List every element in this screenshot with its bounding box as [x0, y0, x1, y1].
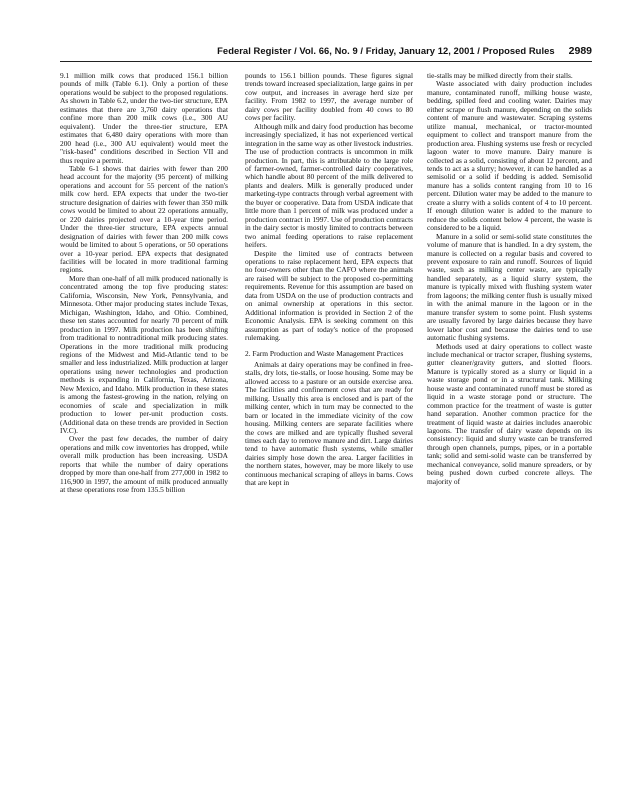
paragraph: Methods used at dairy operations to collect waste include mechanical or tractor scraper, flushing systems, gutter cleaner/gravity gutters, and slotted floors. Manure is typically stored as a slurry or liquid in a waste storage pond or in a structural tank. Milking house waste and contaminated runoff must be stored as liquid in a waste storage pond or structure. The common practice for the treatment of waste is gutter hand separation. Another common practice for the treatment of liquid waste at dairies includes anaerobic lagoons. The transfer of dairy waste depends on its consistency: liquid and slurry waste can be transferred through open channels, pumps, pipes, or in a portable tank; solid and semi-solid waste can be transferred by mechanical conveyance, solid manure spreaders, or by being pushed down curbed concrete alleys. The majority of	[427, 341, 592, 486]
text-column-3	[427, 72, 592, 782]
paragraph: tie-stalls may be milked directly from their stalls.	[427, 72, 573, 80]
header-rule	[60, 61, 592, 62]
section-heading: 2. Farm Production and Waste Management Practices	[245, 348, 404, 358]
paragraph: Table 6-1 shows that dairies with fewer than 200 head account for the majority (95 percent) of milking operations and account for 55 percent of the nation's milk cow herd. EPA expects that under the two-tier structure designation of dairies with fewer than 350 milk cows would be limited to about 22 operations annually, or 220 dairies projected over a 10-year time period. Under the three-tier structure, EPA expects annual designation of dairies with fewer than 200 milk cows would be limited to about 5 operations, or 50 operations over a 10-year period. EPA expects that designated facilities will be located in more traditional farming regions.	[60, 163, 228, 275]
page-header	[60, 45, 592, 61]
paragraph: Manure in a solid or semi-solid state constitutes the volume of manure that is handled. In a dry system, the manure is collected on a regular basis and covered to prevent exposure to rain and runoff. Sources of liquid waste, such as milking center waste, are typically handled separately, as a liquid slurry system, the manure is typically mixed with flushing system water from lagoons; the milking center flush is usually mixed in with the animal manure in the lagoon or in the manure transfer system to some point. Flush systems are usually favored by large dairies because they have lower labor cost and because the dairies tend to use automatic flushing systems.	[427, 231, 592, 343]
paragraph: Waste associated with dairy production includes manure, contaminated runoff, milking house waste, bedding, spilled feed and cooling water. Dairies may either scrape or flush manure, depending on the solids content of manure and wastewater. Scraping systems utilize manual, mechanical, or tractor-mounted equipment to collect and transport manure from the production area. Flushing systems use fresh or recycled lagoon water to move manure. Dairy manure is collected as a solid, consisting of about 12 percent, and tends to act as a slurry; however, it can be handled as a semisolid or a solid if bedding is added. Semisolid manure has a solids content ranging from 10 to 16 percent. Dilution water may be added to the manure to create a slurry with a solids content of 4 to 10 percent. If enough dilution water is added to the manure to reduce the solids content below 4 percent, the waste is considered to be a liquid.	[427, 79, 592, 233]
page-number: 2989	[568, 45, 592, 57]
text-column-2	[245, 72, 413, 782]
text-column-1	[60, 72, 228, 782]
paragraph: 9.1 million milk cows that produced 156.1 billion pounds of milk (Table 6.1). Only a portion of these operations would be subject to the proposed regulations. As shown in Table 6.2, under the two-tier structure, EPA estimates that there are 3,760 dairy operations that confine more than 200 milk cows (i.e., 300 AU equivalent). Under the three-tier structure, EPA estimates that 6,480 dairy operations with more than 200 head (i.e., 300 AU equivalent) would meet the "risk-based" conditions described in Section VII and thus require a permit.	[60, 72, 228, 165]
paragraph: Animals at dairy operations may be confined in free-stalls, dry lots, tie-stalls, or loose housing. Some may be allowed access to a pasture or an outside exercise area. The facilities and confinement cows that are ready for milking. Usually this area is enclosed and is part of the milking center, which in turn may be connected to the barn or located in the immediate vicinity of the cow housing. Milking centers are separate facilities where the cows are milked and are typically flushed several times each day to remove manure and dirt. Large dairies tend to have automatic flush systems, while smaller dairies simply hose down the area. Larger facilities in the northern states, however, may be more likely to use continuous mechanical scraping of alleys in barns. Cows that are kept in	[245, 359, 413, 488]
paragraph: Although milk and dairy food production has become increasingly specialized, it has not experienced vertical integration in the same way as other livestock industries. The use of production contracts is uncommon in milk production. In part, this is attributable to the large role of farmer-owned, farmer-controlled dairy cooperatives, which handle about 80 percent of the milk delivered to plants and dealers. Milk is generally produced under marketing-type contracts through verbal agreement with the buyer or cooperative. Data from USDA indicate that little more than 1 percent of milk was produced under a production contract in 1997. Use of production contracts in the dairy sector is mostly limited to contracts between two animal feeding operations to raise replacement heifers.	[245, 121, 413, 250]
paragraph: pounds to 156.1 billion pounds. These figures signal trends toward increased specialization, large gains in per cow output, and increases in average herd size per facility. From 1982 to 1997, the average number of dairy cows per facility doubled from 40 cows to 80 cows per facility.	[245, 72, 413, 123]
paragraph: More than one-half of all milk produced nationally is concentrated among the top five producing states: California, Wisconsin, New York, Pennsylvania, and Minnesota. Other major producing states include Texas, Michigan, Washington, Idaho, and Ohio. Combined, these ten states accounted for nearly 70 percent of milk production in 1997. Milk production has been shifting from traditional to nontraditional milk producing states. Operations in the more traditional milk producing regions of the Midwest and Mid-Atlantic tend to be smaller and less industrialized. Milk production at larger operations using newer technologies and production methods is expanding in California, Texas, Arizona, New Mexico, and Idaho. Milk production in these states is among the fastest-growing in the nation, relying on economies of scale and specialization in milk production to lower per-unit production costs. (Additional data on these trends are provided in Section IV.C).	[60, 273, 228, 436]
paragraph: Despite the limited use of contracts between operations to raise replacement herd, EPA expects that no four-owners other than the CAFO where the animals are raised will be subject to the proposed co-permitting requirements. Revenue for this assumption are based on data from USDA on the use of production contracts and on animal ownership at operations in this sector. Additional information is provided in Section 2 of the Economic Analysis. EPA is seeking comment on this assumption as part of today's notice of the proposed rulemaking.	[245, 248, 413, 343]
header-title: Federal Register / Vol. 66, No. 9 / Friday, January 12, 2001 / Proposed Rules	[217, 45, 555, 56]
paragraph: Over the past few decades, the number of dairy operations and milk cow inventories has dropped, while overall milk production has been increasing. USDA reports that while the number of dairy operations dropped by more than one-half from 277,000 in 1982 to 116,900 in 1997, the amount of milk produced annually at these operations rose from 135.5 billion	[60, 434, 228, 495]
